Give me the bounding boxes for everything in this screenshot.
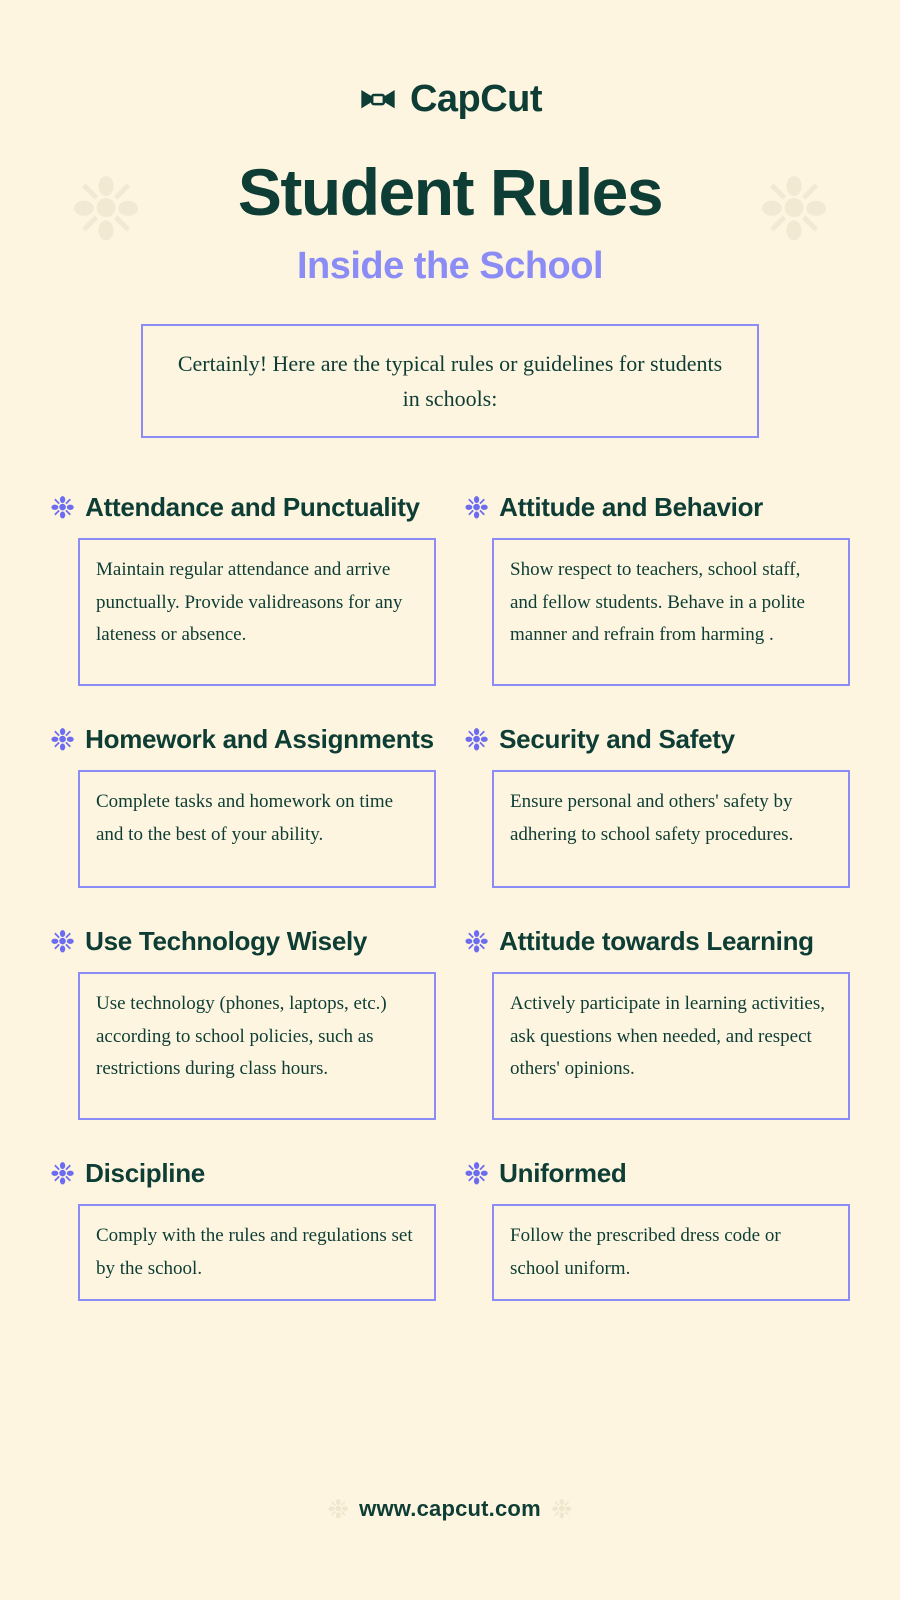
rule-title: Attendance and Punctuality [85,492,420,523]
intro-text-box: Certainly! Here are the typical rules or guidelines for students in schools: [141,324,759,438]
asterisk-flower-icon-left: ❉ [70,162,143,258]
footer-website-url[interactable]: www.capcut.com [359,1496,541,1521]
rule-title: Use Technology Wisely [85,926,368,957]
rule-body: Maintain regular attendance and arrive punctually. Provide validreasons for any lateness or absence. [78,538,436,686]
rule-header [50,492,436,526]
asterisk-bullet-icon: ❉ [464,926,490,960]
rule-item-attendance-and-punctuality [50,492,436,686]
rule-header [464,926,850,960]
asterisk-bullet-icon: ❉ [464,724,490,758]
brand-header [0,0,900,121]
rule-title: Uniformed [499,1158,627,1189]
rule-item-security-and-safety [464,724,850,888]
rule-body: Comply with the rules and regulations set by the school. [78,1204,436,1301]
rule-item-attitude-and-behavior [464,492,850,686]
rules-grid [50,492,850,1301]
rule-item-uniformed [464,1158,850,1301]
rule-title: Attitude towards Learning [499,926,814,957]
rule-body: Use technology (phones, laptops, etc.) according to school policies, such as restrictions during class hours. [78,972,436,1120]
rule-body: Ensure personal and others' safety by adhering to school safety procedures. [492,770,850,888]
asterisk-bullet-icon: ❉ [464,1158,490,1192]
rule-item-discipline [50,1158,436,1301]
asterisk-bullet-icon: ❉ [50,1158,76,1192]
rule-title: Discipline [85,1158,205,1189]
asterisk-flower-icon-footer-right: ❉ [550,1494,573,1524]
asterisk-flower-icon-footer-left: ❉ [327,1494,350,1524]
rule-title: Homework and Assignments [85,724,434,755]
rule-body: Complete tasks and homework on time and to the best of your ability. [78,770,436,888]
footer [0,1496,900,1522]
asterisk-flower-icon-right: ❉ [757,162,830,258]
rule-header [50,724,436,758]
rule-header [464,492,850,526]
rule-item-attitude-towards-learning [464,926,850,1120]
capcut-logo-icon [358,85,398,115]
asterisk-bullet-icon: ❉ [464,492,490,526]
rule-item-homework-and-assignments [50,724,436,888]
rule-body: Actively participate in learning activities, ask questions when needed, and respect others' opinions. [492,972,850,1120]
rule-header [50,1158,436,1192]
page-subtitle: Inside the School [296,245,604,287]
brand-name: CapCut [409,78,543,120]
rule-item-use-technology-wisely [50,926,436,1120]
rule-header [50,926,436,960]
rule-header [464,724,850,758]
rule-header [464,1158,850,1192]
asterisk-bullet-icon: ❉ [50,724,76,758]
page-title: Student Rules [237,155,663,229]
asterisk-bullet-icon: ❉ [50,926,76,960]
rule-body: Show respect to teachers, school staff, and fellow students. Behave in a polite manner and refrain from harming . [492,538,850,686]
rule-body: Follow the prescribed dress code or school uniform. [492,1204,850,1301]
rule-title: Attitude and Behavior [499,492,763,523]
asterisk-bullet-icon: ❉ [50,492,76,526]
rule-title: Security and Safety [499,724,735,755]
title-block [0,155,900,288]
